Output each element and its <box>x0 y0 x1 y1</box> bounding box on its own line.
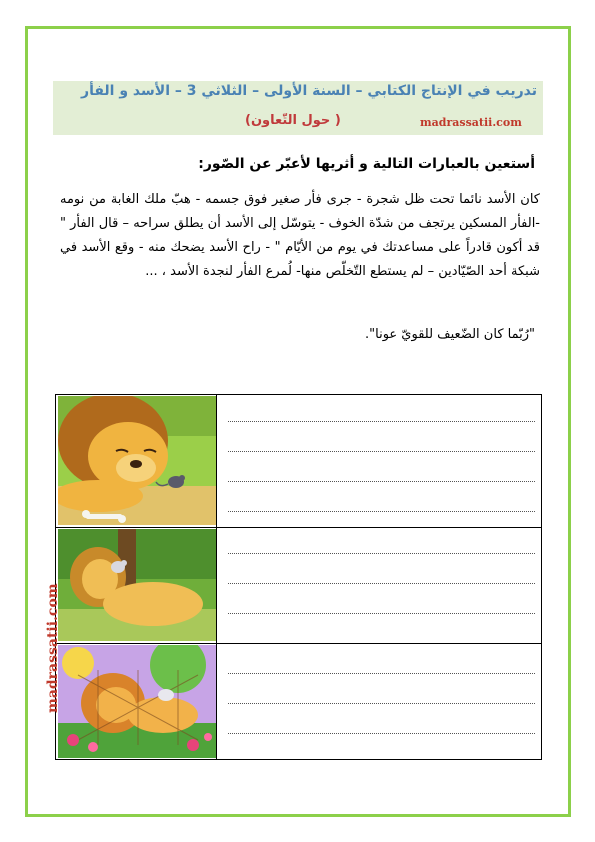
writing-line[interactable] <box>228 613 535 614</box>
writing-line[interactable] <box>228 673 535 674</box>
lion-in-net-picture <box>58 645 216 758</box>
worksheet-title: تدريب في الإنتاج الكتابي – السنة الأولى – الثلاثي 3 – الأسد و الفأر <box>81 83 537 99</box>
writing-line[interactable] <box>228 451 535 452</box>
story-phrases: كان الأسد نائما تحت ظل شجرة - جرى فأر صغير فوق جسمه - هبّ ملك الغابة من نومه -الفأر المسكين يرتجف من شدّة الخوف - يتوسّل إلى الأسد أن يطلق سراحه – قال الفأر " قد أكون قادراً على مساعدتك في يوم من الأيّام " - راح الأسد يضحك منه - وقع الأسد في شبكة أحد الصّيّادين – لم يستطع التّخلّص منها- لُمرع الفأر لنجدة الأسد ، ... <box>60 192 540 279</box>
writing-line[interactable] <box>228 703 535 704</box>
table-row-divider <box>55 527 542 528</box>
site-watermark: madrassatii.com <box>420 116 522 129</box>
worksheet-theme: ( حول التّعاون) <box>245 113 341 128</box>
table-row-divider <box>55 643 542 644</box>
writing-line[interactable] <box>228 583 535 584</box>
writing-line[interactable] <box>228 733 535 734</box>
writing-line[interactable] <box>228 553 535 554</box>
moral-quote: "رُبّما كان الضّعيف للقويّ عونا". <box>365 327 535 342</box>
lion-sleeping-mouse-picture <box>58 396 216 525</box>
writing-line[interactable] <box>228 481 535 482</box>
writing-line[interactable] <box>228 511 535 512</box>
writing-line[interactable] <box>228 421 535 422</box>
mouse-on-lion-picture <box>58 529 216 641</box>
table-column-divider <box>216 394 217 760</box>
side-watermark <box>35 538 65 718</box>
instruction-text: أستعين بالعبارات التالية و أثريها لأعبّر عن الصّور: <box>198 156 535 172</box>
side-watermark-text: madrassatii.com <box>45 583 61 713</box>
